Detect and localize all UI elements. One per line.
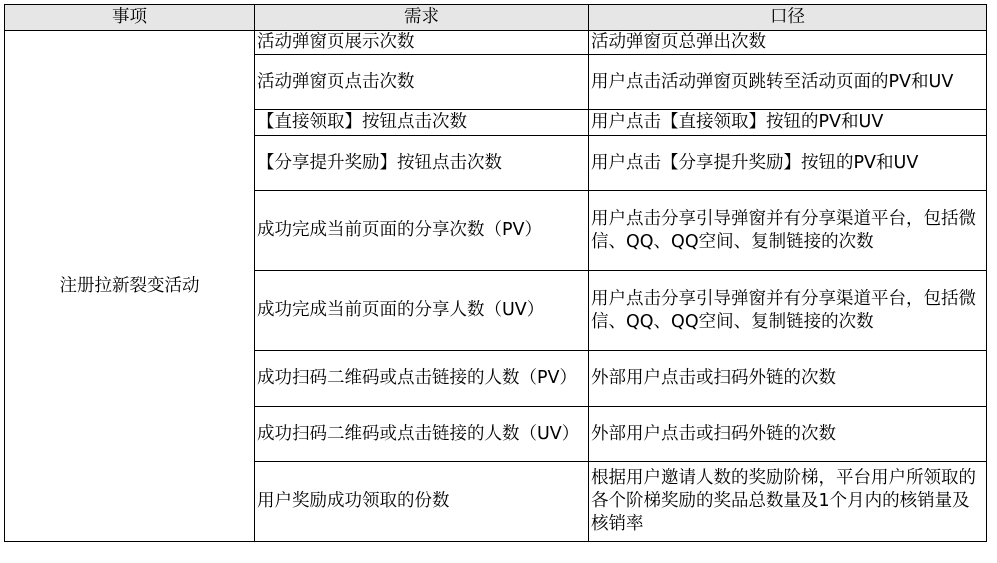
header-requirement: 需求: [255, 5, 589, 31]
definition-cell: 外部用户点击或扫码外链的次数: [589, 351, 987, 407]
header-item: 事项: [5, 5, 255, 31]
header-definition: 口径: [589, 5, 987, 31]
requirement-cell: 成功扫码二维码或点击链接的人数（PV）: [255, 351, 589, 407]
requirement-cell: 用户奖励成功领取的份数: [255, 462, 589, 542]
definition-cell: 用户点击【直接领取】按钮的PV和UV: [589, 110, 987, 136]
requirement-cell: 活动弹窗页点击次数: [255, 55, 589, 110]
requirement-cell: 活动弹窗页展示次数: [255, 31, 589, 55]
definition-cell: 外部用户点击或扫码外链的次数: [589, 407, 987, 462]
metrics-table: [4, 4, 987, 542]
requirement-cell: 成功完成当前页面的分享人数（UV）: [255, 271, 589, 351]
requirement-cell: 【分享提升奖励】按钮点击次数: [255, 136, 589, 191]
definition-cell: 用户点击分享引导弹窗并有分享渠道平台，包括微信、QQ、QQ空间、复制链接的次数: [589, 191, 987, 271]
table-row: [5, 31, 987, 55]
requirement-cell: 成功完成当前页面的分享次数（PV）: [255, 191, 589, 271]
item-cell: 注册拉新裂变活动: [5, 31, 255, 542]
definition-cell: 根据用户邀请人数的奖励阶梯，平台用户所领取的各个阶梯奖励的奖品总数量及1个月内的核销量及核销率: [589, 462, 987, 542]
header-row: [5, 5, 987, 31]
definition-cell: 活动弹窗页总弹出次数: [589, 31, 987, 55]
definition-cell: 用户点击分享引导弹窗并有分享渠道平台，包括微信、QQ、QQ空间、复制链接的次数: [589, 271, 987, 351]
definition-cell: 用户点击【分享提升奖励】按钮的PV和UV: [589, 136, 987, 191]
requirement-cell: 【直接领取】按钮点击次数: [255, 110, 589, 136]
requirement-cell: 成功扫码二维码或点击链接的人数（UV）: [255, 407, 589, 462]
definition-cell: 用户点击活动弹窗页跳转至活动页面的PV和UV: [589, 55, 987, 110]
